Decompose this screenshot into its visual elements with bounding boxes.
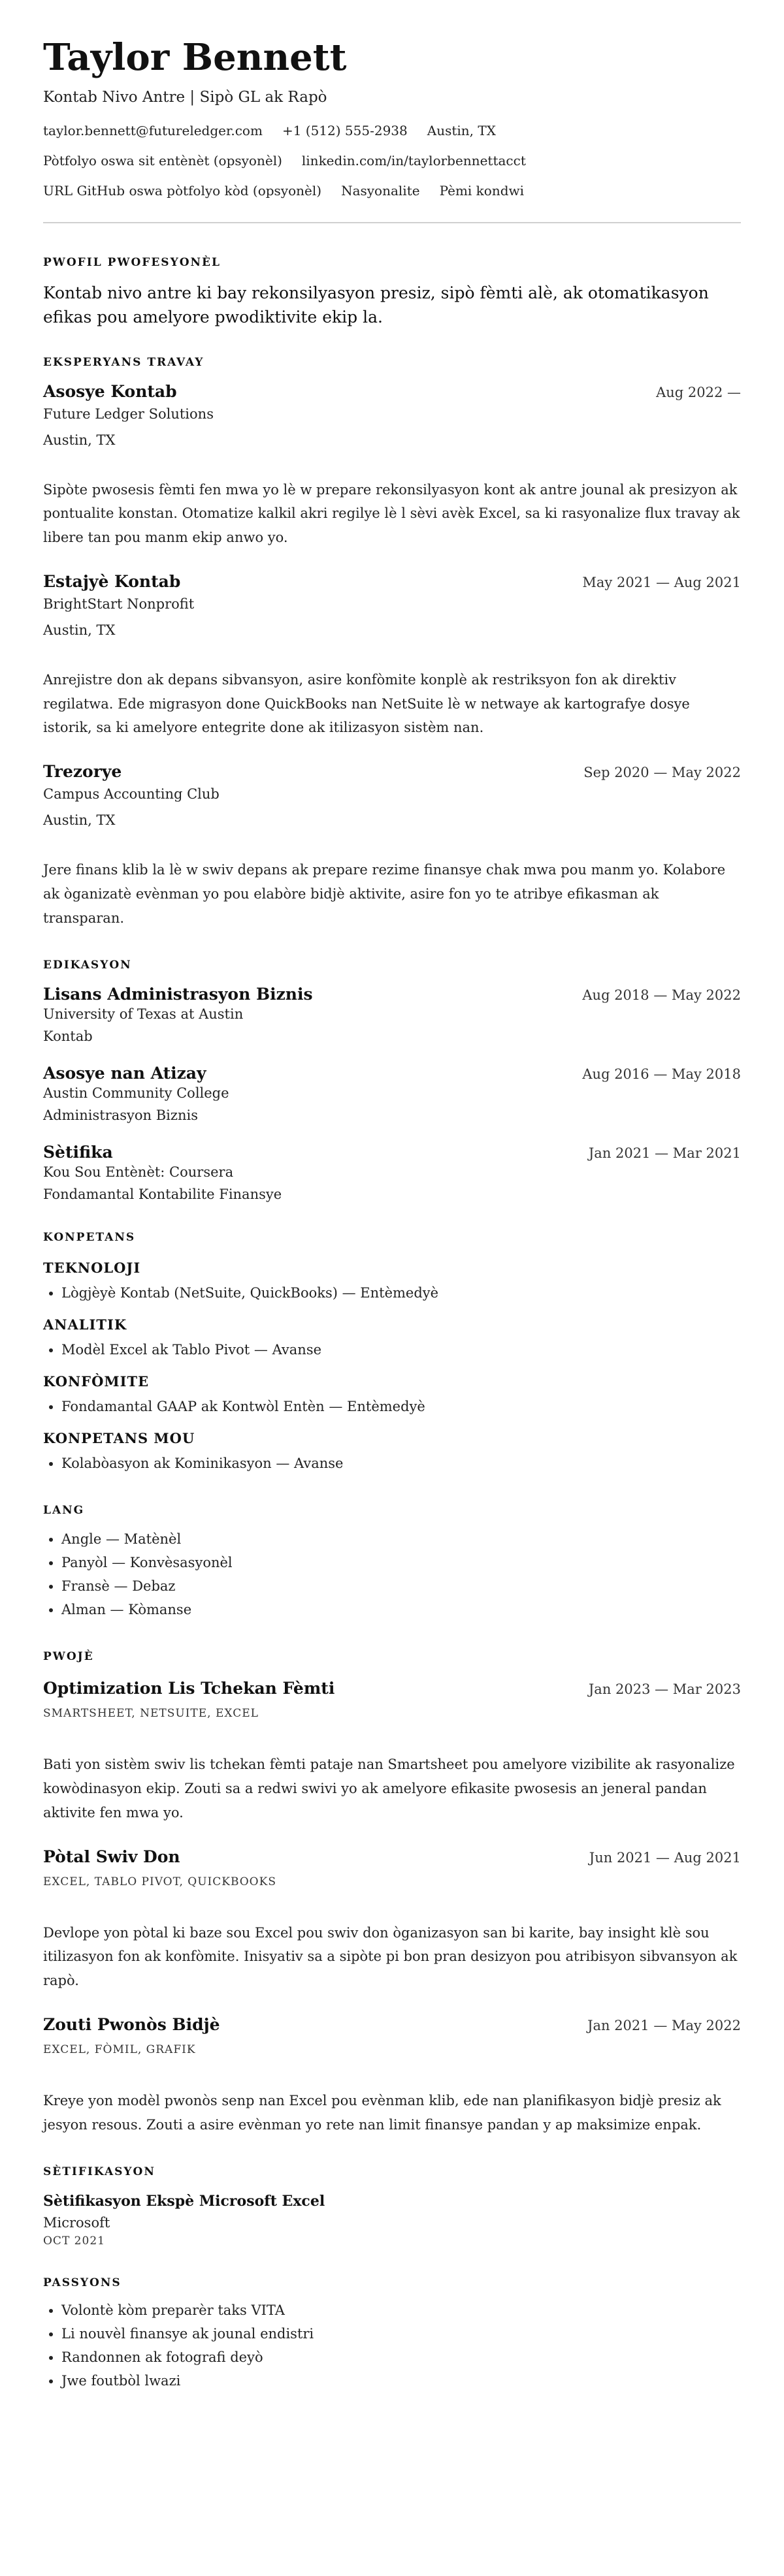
language-list [43,1527,741,1621]
header-divider [43,222,741,223]
project-description: Kreye yon modèl pwonòs senp nan Excel pou evènman klib, ede nan planifikasyon bidjè presiz ak jesyon resous. Zouti a asire evènman yo rete nan limit finansye pandan y ap maksimize enpak. [43,2092,721,2133]
project-date: Jan 2023 — Mar 2023 [588,1681,741,1698]
hobby-item: • Volontè kòm preparèr taks VITA [61,2298,741,2322]
education-entry [43,1064,741,1123]
education-degree: Lisans Administrasyon Biznis [43,985,313,1004]
experience-role: Estajyè Kontab [43,571,181,591]
experience-entry [43,572,741,740]
skill-list [43,1452,741,1475]
project-date: Jun 2021 — Aug 2021 [589,1849,741,1866]
education-field: Fondamantal Kontabilite Finansye [43,1186,282,1203]
experience-description: Jere finans klib la lè w swiv depans ak prepare rezime finansye chak mwa pou manm yo. Kolabore ak òganizatè evènman yo pou elabòre bidjè aktivite, asire fon yo te atribye efikasman ak transparan. [43,862,726,926]
skills-heading: KONPETANS [43,1231,136,1245]
candidate-name: Taylor Bennett [43,36,347,79]
education-school: University of Texas at Austin [43,1006,244,1023]
project-tags: EXCEL, TABLO PIVOT, QUICKBOOKS [43,1875,276,1888]
experience-date: Aug 2022 — [656,384,741,400]
project-description: Bati yon sistèm swiv lis tchekan fèmti pataje nan Smartsheet pou amelyore vizibilite ak rasyonalize kowòdinasyon ekip. Zouti sa a redwi swivi yo ak amelyore efikasite pwosesis an jeneral pandan aktivite fen mwa yo. [43,1757,735,1821]
experience-entry [43,762,741,930]
certifications-heading: SÈTIFIKASYON [43,2165,155,2179]
language-item: • Alman — Kòmanse [61,1598,741,1621]
certification-date: OCT 2021 [43,2234,105,2248]
projects-heading: PWOJÈ [43,1650,94,1664]
hobbies-heading: PASSYONS [43,2276,122,2290]
experience-description: Anrejistre don ak depans sibvansyon, asire konfòmite konplè ak restriksyon fon ak direktiv regilatwa. Ede migrasyon done QuickBooks nan NetSuite lè w netwaye ak kartografye dosye istorik, sa ki amelyore entegrite done ak itilizasyon sistèm nan. [43,671,690,736]
skill-list [43,1395,741,1418]
experience-role: Asosye Kontab [43,381,177,401]
certification-name: Sètifikasyon Ekspè Microsoft Excel [43,2193,325,2210]
project-tags: EXCEL, FÒMIL, GRAFIK [43,2043,196,2056]
contact-permit: Pèmi kondwi [439,182,525,199]
experience-date: Sep 2020 — May 2022 [583,765,741,781]
contact-github[interactable]: URL GitHub oswa pòtfolyo kòd (opsyonèl) [43,182,322,199]
skill-item: • Modèl Excel ak Tablo Pivot — Avanse [61,1338,741,1361]
contact-nationality: Nasyonalite [341,182,420,199]
experience-company: Future Ledger Solutions [43,405,214,422]
education-date: Jan 2021 — Mar 2021 [588,1145,741,1162]
experience-entry [43,382,741,550]
experience-company: Campus Accounting Club [43,786,220,803]
hobby-item: • Li nouvèl finansye ak jounal endistri [61,2322,741,2345]
experience-date: May 2021 — Aug 2021 [582,574,741,590]
skill-group-title: KONFÒMITE [43,1373,150,1390]
skill-group-title: TEKNOLOJI [43,1260,141,1277]
contact-row-1 [43,123,741,138]
contact-row-3 [43,183,741,199]
experience-location: Austin, TX [43,812,116,829]
education-school: Austin Community College [43,1085,229,1102]
certification-issuer: Microsoft [43,2215,110,2231]
resume-page [43,0,741,2393]
education-field: Administrasyon Biznis [43,1107,198,1124]
language-item: • Angle — Matènèl [61,1527,741,1551]
skill-item: • Kolabòasyon ak Kominikasyon — Avanse [61,1452,741,1475]
project-entry [43,2015,741,2137]
contact-portfolio[interactable]: Pòtfolyo oswa sit entènèt (opsyonèl) [43,152,282,168]
experience-role: Trezorye [43,762,122,782]
education-degree: Asosye nan Atizay [43,1064,206,1083]
project-name: Pòtal Swiv Don [43,1847,180,1866]
education-school: Kou Sou Entènèt: Coursera [43,1164,234,1181]
contact-email[interactable]: taylor.bennett@futureledger.com [43,122,263,138]
skill-list [43,1281,741,1305]
skill-group-title: ANALITIK [43,1316,127,1333]
experience-company: BrightStart Nonprofit [43,596,195,612]
contact-row-2 [43,153,741,168]
education-degree: Sètifika [43,1143,113,1162]
summary-heading: PWOFIL PWOFESYONÈL [43,255,221,269]
skill-list [43,1338,741,1361]
project-description: Devlope yon pòtal ki baze sou Excel pou swiv don òganizasyon san bi karite, bay insight klè sou itilizasyon fon ak konfòmite. Inisyativ sa a sipòte pi bon pran desizyon pou atribisyon sibvansyon ak rapò. [43,1924,738,1989]
project-tags: SMARTSHEET, NETSUITE, EXCEL [43,1707,259,1721]
experience-description: Sipòte pwosesis fèmti fen mwa yo lè w prepare rekonsilyasyon kont ak antre jounal ak presizyon ak pontualite konstan. Otomatize kalkil akri regilye lè l sèvi avèk Excel, sa ki rasyonalize flux travay ak libere tan pou manm ekip anwo yo. [43,481,740,546]
language-item: • Panyòl — Konvèsasyonèl [61,1551,741,1574]
experience-location: Austin, TX [43,622,116,638]
project-name: Optimization Lis Tchekan Fèmti [43,1679,335,1698]
headline: Kontab Nivo Antre | Sipò GL ak Rapò [43,88,327,106]
project-name: Zouti Pwonòs Bidjè [43,2014,220,2034]
education-entry [43,1143,741,1202]
summary-text: Kontab nivo antre ki bay rekonsilyasyon presiz, sipò fèmti alè, ak otomatikasyon efikas pou amelyore pwodiktivite ekip la. [43,283,709,327]
skill-item: • Fondamantal GAAP ak Kontwòl Entèn — Entèmedyè [61,1395,741,1418]
project-entry [43,1679,741,1824]
contact-phone[interactable]: +1 (512) 555-2938 [282,122,408,138]
education-heading: EDIKASYON [43,959,132,972]
experience-heading: EKSPERYANS TRAVAY [43,355,204,369]
contact-linkedin[interactable]: linkedin.com/in/taylorbennettacct [301,152,526,168]
project-date: Jan 2021 — May 2022 [587,2017,741,2033]
skill-item: • Lògjèyè Kontab (NetSuite, QuickBooks) — Entèmedyè [61,1281,741,1305]
hobby-item: • Jwe foutbòl lwazi [61,2369,741,2393]
education-entry [43,985,741,1044]
education-date: Aug 2018 — May 2022 [582,987,741,1004]
education-field: Kontab [43,1028,93,1045]
language-item: • Fransè — Debaz [61,1574,741,1598]
skill-group-title: KONPETANS MOU [43,1430,195,1447]
hobby-list [43,2298,741,2393]
project-entry [43,1847,741,1993]
contact-location: Austin, TX [427,122,496,138]
hobby-item: • Randonnen ak fotografi deyò [61,2345,741,2369]
languages-heading: LANG [43,1504,85,1518]
experience-location: Austin, TX [43,432,116,448]
education-date: Aug 2016 — May 2018 [582,1066,741,1083]
